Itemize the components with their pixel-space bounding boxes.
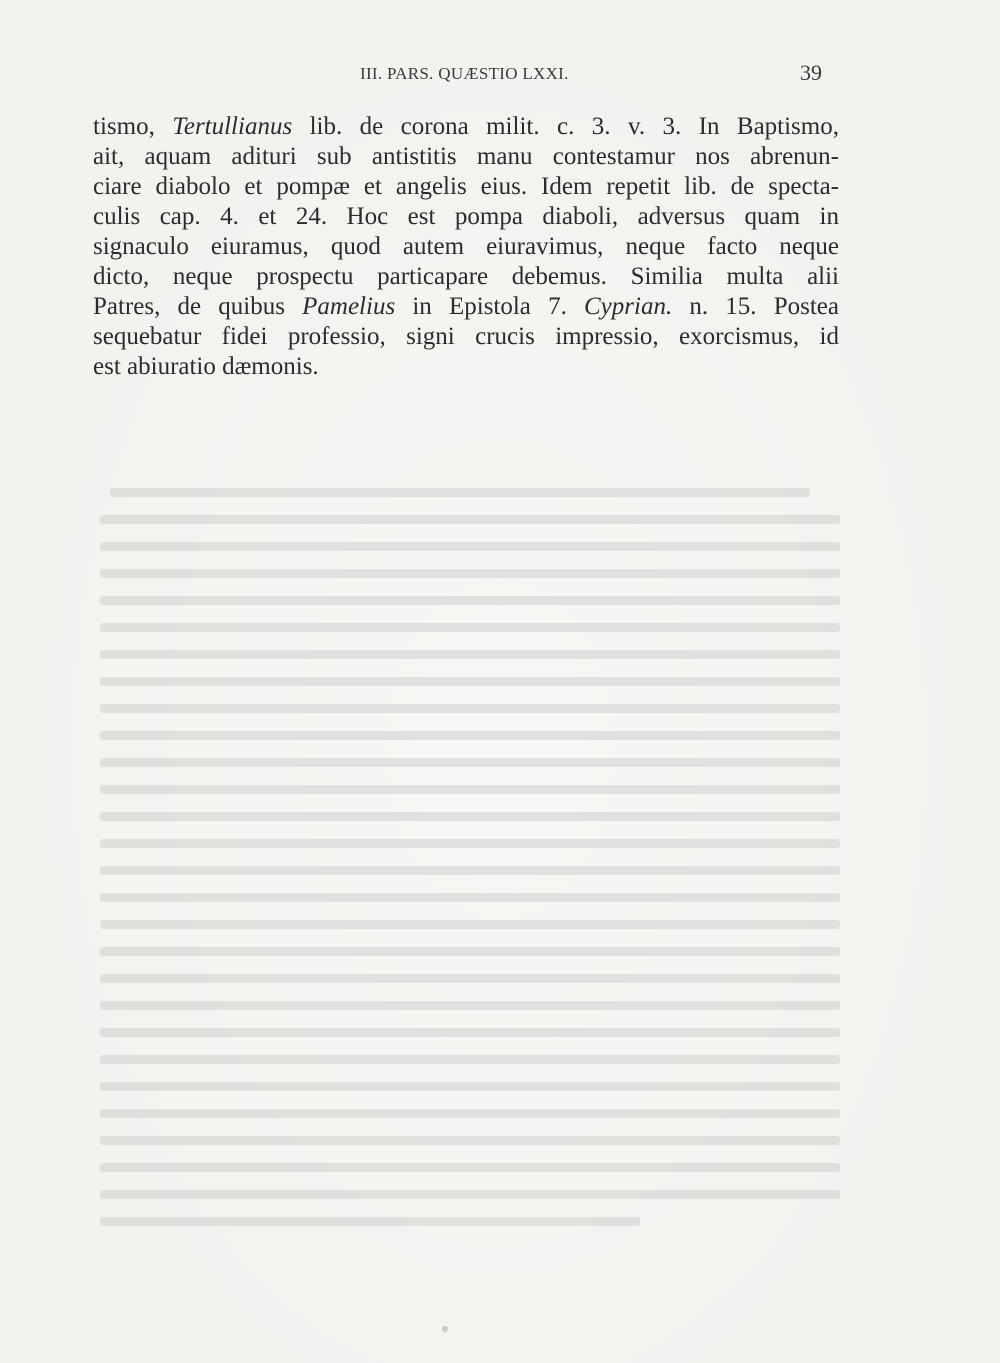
text-run: ait, aquam adituri sub antistitis manu contestamur nos abrenun-	[93, 143, 839, 170]
italic-run: Pamelius	[302, 293, 396, 320]
text-run: signaculo eiuramus, quod autem eiuravimus, neque facto neque	[93, 233, 839, 260]
text-line	[93, 352, 839, 382]
text-run: in Epistola 7.	[395, 293, 584, 320]
italic-run: Cyprian.	[584, 293, 673, 320]
show-through-title	[90, 430, 830, 460]
text-run: sequebatur fidei professio, signi crucis impressio, exorcismus, id	[93, 323, 839, 350]
text-line	[93, 262, 839, 292]
text-run: dicto, neque prospectu particapare debemus. Similia multa alii	[93, 263, 839, 290]
text-line	[93, 202, 839, 232]
text-run: Patres, de quibus	[93, 293, 303, 320]
show-through-texture	[80, 480, 840, 1240]
text-run: ciare diabolo et pompæ et angelis eius. Idem repetit lib. de specta-	[93, 173, 839, 200]
paper-speck	[442, 1326, 448, 1332]
text-line	[93, 142, 839, 172]
text-line	[93, 112, 839, 142]
body-text	[93, 112, 839, 382]
text-run: culis cap. 4. et 24. Hoc est pompa diaboli, adversus quam in	[93, 203, 839, 230]
text-run: lib. de corona milit. c. 3. v. 3. In Baptismo,	[292, 113, 839, 140]
text-run: n. 15. Postea	[672, 293, 839, 320]
show-through-lines	[80, 480, 840, 1240]
page-number: 39	[800, 60, 822, 85]
text-run: est abiuratio dæmonis.	[93, 353, 319, 380]
running-head: III. PARS. QUÆSTIO LXXI.	[360, 64, 569, 83]
text-line	[93, 172, 839, 202]
text-line	[93, 232, 839, 262]
text-line	[93, 292, 839, 322]
text-line	[93, 322, 839, 352]
text-run: tismo,	[93, 113, 173, 140]
italic-run: Tertullianus	[172, 113, 293, 140]
